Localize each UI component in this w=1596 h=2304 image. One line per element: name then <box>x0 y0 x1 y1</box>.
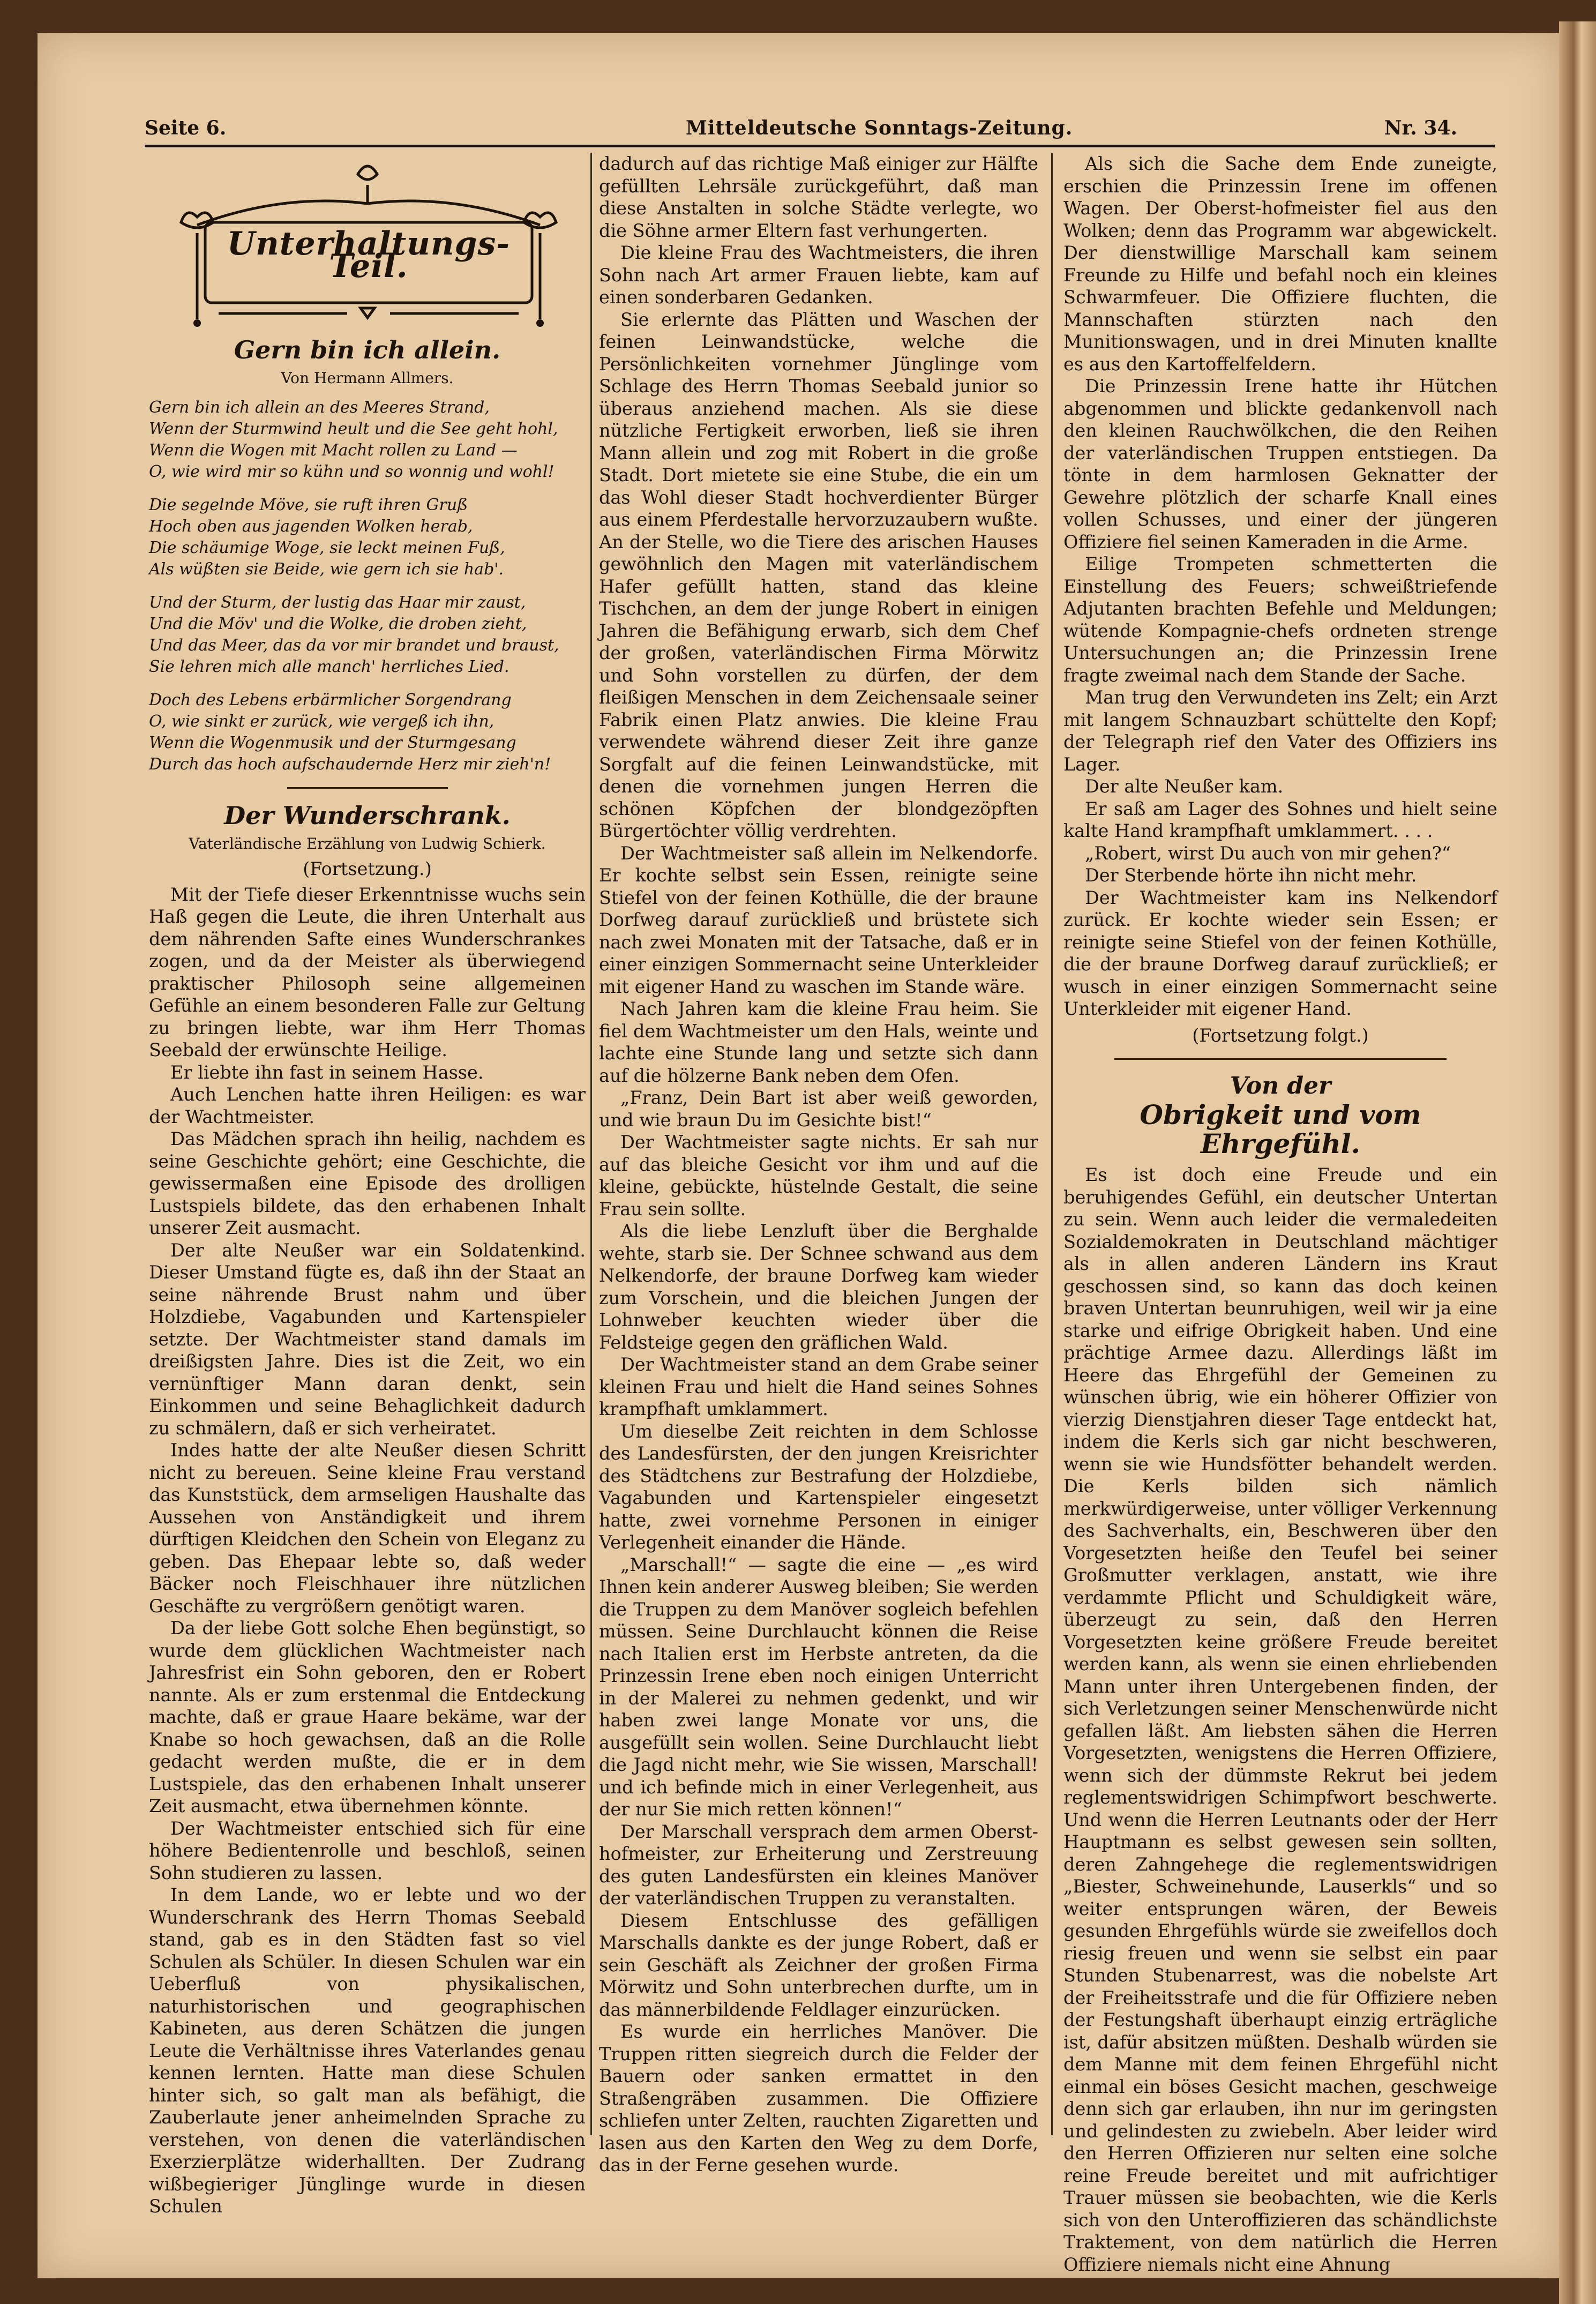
paragraph: Es wurde ein herrliches Manöver. Die Truppen ritten siegreich durch die Felder der Bauern oder sanken ermattet in den Straßengräben zusammen. Die Offiziere schliefen unter Zelten, rauchten Zigaretten und lasen aus den Karten den Weg zu dem Dorfe, das in der Ferne gesehen wurde. <box>599 2021 1038 2175</box>
poem-stanza: Und der Sturm, der lustig das Haar mir zaust, Und die Möv' und die Wolke, die droben zieht, Und das Meer, das da vor mir brandet und braust, Sie lehren mich alle manch' herrliches Lied. <box>149 593 559 676</box>
essay-title-line2: Obrigkeit und vom Ehrgefühl. <box>1140 1099 1421 1160</box>
paragraph: Diesem Entschlusse des gefälligen Marschalls dankte es der junge Robert, daß er sein Geschäft als Zeichner der großen Firma Mörwitz und Sohn unterbrechen durfte, um in das männerbildende Feldlager einzurücken. <box>599 1910 1038 2020</box>
paragraph: Sie erlernte das Plätten und Waschen der feinen Leinwandstücke, welche die Persönlichkeiten vornehmer Jünglinge vom Schlage des Herrn Thomas Seebald junior so überaus anziehend machen. Als sie diese nützliche Fertigkeit erworben, ließ sie ihren Mann allein und zog mit Robert in die große Stadt. Dort mietete sie eine Stube, die ein um das Wohl dieser Stadt hochverdienter Bürger aus einem Pferdestalle hervorzuzaubern wußte. An der Stelle, wo die Tiere des arischen Hauses gewöhnlich den Magen mit vaterländischem Hafer gefüllt hatten, stand das kleine Tischchen, an dem der junge Robert in einigen Jahren die Befähigung erwarb, sich dem Chef der großen, vaterländischen Firma Mörwitz und Sohn vorstellen zu dürfen, der dem fleißigen Menschen in dem Zeichensaale seiner Fabrik einen Platz anwies. Die kleine Frau verwendete während dieser Zeit ihre ganze Sorgfalt auf die feinen Leinwandstücke, mit denen die vornehmen jungen Herren die schönen Köpfchen der blondgezöpften Bürgertöchter völlig verdrehten. <box>599 309 1038 841</box>
paragraph: Nach Jahren kam die kleine Frau heim. Sie fiel dem Wachtmeister um den Hals, weinte und lachte eine Stunde lang und setzte sich dann auf die hölzerne Bank neben dem Ofen. <box>599 998 1038 1086</box>
paragraph: Indes hatte der alte Neußer diesen Schritt nicht zu bereuen. Seine kleine Frau verstand das Kunststück, dem armseligen Haushalte das Aussehen von Anständigkeit und ihrem dürftigen Kleidchen den Schein von Eleganz zu geben. Das Ehepaar lebte so, daß weder Bäcker noch Fleischhauer ihre nützlichen Geschäfte zu vergrößern genötigt waren. <box>149 1440 586 1617</box>
story-continuation: (Fortsetzung.) <box>303 858 432 879</box>
story-title: Der Wunderschrank. <box>224 801 511 830</box>
column-1 <box>149 153 586 2217</box>
column-divider <box>1051 153 1053 2135</box>
essay-title-line1: Von der <box>1230 1072 1331 1099</box>
poem-stanza: Doch des Lebens erbärmlicher Sorgendrang O, wie sinkt er zurück, wie vergeß ich ihn, Wenn die Wogenmusik und der Sturmgesang Durch das hoch aufschaudernde Herz mir zieh'n! <box>149 690 551 774</box>
section-banner-title: Unterhaltungs-Teil. <box>227 225 511 285</box>
paragraph: Mit der Tiefe dieser Erkenntnisse wuchs sein Haß gegen die Leute, die ihren Unterhalt aus dem nährenden Safte eines Wunderschrankes zogen, und da der Meister als überwiegend praktischer Philosoph seine allgemeinen Gefühle an einem besonderen Falle zur Geltung zu bringen liebte, war ihm Herr Thomas Seebald der erwünschte Heilige. <box>149 884 586 1060</box>
paragraph: Er saß am Lager des Sohnes und hielt seine kalte Hand krampfhaft umklammert. . . . <box>1063 798 1497 841</box>
paragraph: dadurch auf das richtige Maß einiger zur Hälfte gefüllten Lehrsäle zurückgeführt, daß man diese Anstalten in solche Städte verlegte, wo die Söhne armer Eltern fast verhungerten. <box>599 153 1038 241</box>
section-banner <box>149 153 586 330</box>
paragraph: Der Wachtmeister sagte nichts. Er sah nur auf das bleiche Gesicht vor ihm und auf die kleine, gebückte, hüstelnde Gestalt, die seine Frau sein sollte. <box>599 1132 1038 1220</box>
story-to-be-continued: (Fortsetzung folgt.) <box>1192 1024 1369 1046</box>
paragraph: Der Wachtmeister stand an dem Grabe seiner kleinen Frau und hielt die Hand seines Sohnes krampfhaft umklammert. <box>599 1354 1038 1419</box>
paragraph: Der Wachtmeister entschied sich für eine höhere Bedientenrolle und beschloß, seinen Sohn studieren zu lassen. <box>149 1817 586 1883</box>
story-subtitle: Vaterländische Erzählung von Ludwig Schierk. <box>189 834 546 852</box>
story-text-col1 <box>149 884 586 2218</box>
paragraph: „Franz, Dein Bart ist aber weiß geworden, und wie braun Du im Gesichte bist!“ <box>599 1087 1038 1131</box>
paragraph: Der Sterbende hörte ihn nicht mehr. <box>1085 865 1417 886</box>
poem-stanza: Gern bin ich allein an des Meeres Strand, Wenn der Sturmwind heult und die See geht hohl, Wenn die Wogen mit Macht rollen zu Land — O, wie wird mir so kühn und so wonnig und wohl! <box>149 398 558 481</box>
issue-number: Nr. 34. <box>1384 117 1457 139</box>
paragraph: Er liebte ihn fast in seinem Hasse. <box>170 1061 484 1083</box>
paragraph: Man trug den Verwundeten ins Zelt; ein Arzt mit langem Schnauzbart schüttelte den Kopf; der Telegraph rief den Vater des Offiziers ins Lager. <box>1063 687 1497 775</box>
paragraph: Der Wachtmeister kam ins Nelkendorf zurück. Er kochte wieder sein Essen; er reinigte seine Stiefel von der feinen Kothülle, die der braune Dorfweg darauf zurückließ; er wusch in einer einzigen Sommernacht seine Unterkleider mit eigener Hand. <box>1063 887 1497 1019</box>
paragraph: Die Prinzessin Irene hatte ihr Hütchen abgenommen und blickte gedankenvoll nach den kleinen Rauchwölkchen, die den Reihen der vaterländischen Truppen entstiegen. Da tönte in dem harmlosen Geknatter der Gewehre plötzlich der scharfe Knall eines vollen Schusses, und einer der jüngeren Offiziere fiel seinen Kameraden in die Arme. <box>1063 376 1497 552</box>
paragraph: Als die liebe Lenzluft über die Berghalde wehte, starb sie. Der Schnee schwand aus dem Nelkendorfe, der braune Dorfweg kam wieder zum Vorschein, und die bleichen Jungen der Lohnweber keuchten wieder über die Feldsteige gegen den gräflichen Wald. <box>599 1221 1038 1353</box>
paragraph: Um dieselbe Zeit reichten in dem Schlosse des Landesfürsten, der den jungen Kreisrichter des Städtchens zur Bestrafung der Holzdiebe, Vagabunden und Kartenspieler eingesetzt hatte, zwei vornehme Personen in einiger Verlegenheit einander die Hände. <box>599 1420 1038 1553</box>
column-2 <box>599 153 1038 2175</box>
next-page-edge <box>1559 21 1596 2304</box>
poem-stanza: Die segelnde Möve, sie ruft ihren Gruß Hoch oben aus jagenden Wolken herab, Die schäumige Woge, sie leckt meinen Fuß, Als wüßten sie Beide, wie gern ich sie hab'. <box>149 495 505 579</box>
paragraph: Als sich die Sache dem Ende zuneigte, erschien die Prinzessin Irene im offenen Wagen. Der Oberst-hofmeister fiel aus den Wolken; denn das Programm war abgewickelt. Der dienstwillige Marschall kam seinem Freunde zu Hilfe und befahl noch ein kleines Schwarmfeuer. Die Offiziere fluchten, die Mannschaften stürzten nach den Munitionswagen, und in drei Minuten knallte es aus den Kartoffelfeldern. <box>1063 153 1497 375</box>
paragraph: „Marschall!“ — sagte die eine — „es wird Ihnen kein anderer Ausweg bleiben; Sie werden die Truppen zu dem Manöver sogleich befehlen müssen. Seine Durchlaucht können die Reise nach Italien erst im Herbste antreten, da die Prinzessin Irene eben noch einigen Unterricht in der Malerei zu nehmen gedenkt, und wir haben zwei lange Monate vor uns, die ausgefüllt sein wollen. Seine Durchlaucht liebt die Jagd nicht mehr, wie Sie wissen, Marschall! und ich befinde mich in einer Verlegenheit, aus der nur Sie mich retten können!“ <box>599 1554 1038 1820</box>
paragraph: Der Marschall versprach dem armen Oberst-hofmeister, zur Erheiterung und Zerstreuung des guten Landesfürsten ein kleines Manöver der vaterländischen Truppen zu veranstalten. <box>599 1821 1038 1909</box>
paragraph: Der Wachtmeister saß allein im Nelkendorfe. Er kochte selbst sein Essen, reinigte seine Stiefel von der feinen Kothülle, die der braune Dorfweg darauf zurückließ und brüstete sich nach zwei Monaten mit der Tatsache, daß er in einer einzigen Sommernacht seine Unterkleider mit eigener Hand zu waschen im Stande wäre. <box>599 842 1038 997</box>
page-header <box>107 117 1479 144</box>
header-rule <box>145 145 1495 147</box>
paragraph: Eilige Trompeten schmetterten die Einstellung des Feuers; schweißtriefende Adjutanten brachten Befehle und Meldungen; wütende Kompagnie-chefs ordneten strenge Untersuchungen an; die Prinzessin Irene fragte zweimal nach dem Stande der Sache. <box>1063 553 1497 686</box>
poem-title: Gern bin ich allein. <box>234 335 501 364</box>
paragraph: Es ist doch eine Freude und ein beruhigendes Gefühl, ein deutscher Untertan zu sein. Wenn auch leider die vermaledeiten Sozialdemokraten in Deutschland mächtiger als in allen anderen Ländern ins Kraut geschossen sind, so kann das doch keinen braven Untertan beunruhigen, weil wir ja eine starke und eifrige Obrigkeit haben. Und eine prächtige Armee dazu. Allerdings läßt im Heere das Ehrgefühl der Gemeinen zu wünschen übrig, wie ein höherer Offizier von vierzig Dienstjahren dieser Tage entdeckt hat, indem die Kerls sich gar nicht beschweren, wenn sie wie Hundsfötter behandelt werden. Die Kerls bilden sich nämlich merkwürdigerweise, unter völliger Verkennung des Sachverhalts, ein, Beschweren über den Vorgesetzten heiße den Teufel bei seiner Großmutter verklagen, anstatt, wie ihre verdammte Pflicht und Schuldigkeit wäre, überzeugt zu sein, daß den Herren Vorgesetzten keine größere Freude bereitet werden kann, als wenn sie einen ehrliebenden Mann unter ihren Untergebenen finden, der sich Verletzungen seiner Menschenwürde nicht gefallen läßt. Am liebsten sähen die Herren Vorgesetzten, wenigstens die Herren Offiziere, wenn sich der dümmste Rekrut bei jedem reglementswidrigen Schimpfwort beschwerte. Und wenn die Herren Leutnants oder der Herr Hauptmann es selbst gewesen sein sollten, deren Zahngehege die reglementswidrigen „Biester, Schweinehunde, Lauserkls“ und so weiter entsprungen wären, der Beweis gesunden Ehrgefühls würde sie zweifellos doch riesig freuen und wenn sie selbst ein paar Stunden Stubenarrest, was die nobelste Art der Freiheitsstrafe und die für Offiziere neben der Festungshaft überhaupt einzig erträgliche ist, dafür absitzen müßten. Deshalb würden sie dem Manne mit dem feinen Ehrgefühl nicht einmal ein böses Gesicht machen, geschweige denn sich gar erlauben, ihn nur im geringsten und gelindesten zu zwiebeln. Aber leider wird den Herren Offizieren nur selten eine solche reine Freude bereitet und mit aufrichtiger Trauer müssen sie beobachten, wie die Kerls sich von den Unteroffizieren das schändlichste Traktement, von dem natürlich die Herren Offiziere niemals nicht eine Ahnung <box>1063 1164 1497 2275</box>
paragraph: Der alte Neußer kam. <box>1085 776 1284 797</box>
page-number: Seite 6. <box>145 117 227 139</box>
newspaper-title: Mitteldeutsche Sonntags-Zeitung. <box>686 117 1073 139</box>
column-3 <box>1063 153 1497 2275</box>
separator-rule <box>1114 1058 1447 1060</box>
paragraph: „Robert, wirst Du auch von mir gehen?“ <box>1085 842 1451 864</box>
poem-author: Von Hermann Allmers. <box>281 369 454 387</box>
paragraph: Die kleine Frau des Wachtmeisters, die ihren Sohn nach Art armer Frauen liebte, kam auf einen sonderbaren Gedanken. <box>599 242 1038 308</box>
column-divider <box>590 153 592 2135</box>
paragraph: Da der liebe Gott solche Ehen begünstigt, so wurde dem glücklichen Wachtmeister nach Jahresfrist ein Sohn geboren, den er Robert nannte. Als er zum erstenmal die Entdeckung machte, daß er graue Haare bekäme, war der Knabe so hoch gewachsen, daß an die Rolle gedacht werden mußte, die er in dem Lustspiele, das den erhabenen Inhalt unserer Zeit ausmacht, etwa übernehmen könnte. <box>149 1618 586 1816</box>
separator-rule <box>287 787 448 789</box>
paragraph: In dem Lande, wo er lebte und wo der Wunderschrank des Herrn Thomas Seebald stand, gab es in den Städten fast so viel Schulen als Schüler. In diesen Schulen war ein Ueberfluß von physikalischen, naturhistorischen und geographischen Kabineten, aus deren Schätzen die jungen Leute die Verhältnisse ihres Vaterlandes genau kennen lernten. Hatte man diese Schulen hinter sich, so galt man als befähigt, die Zauberlaute jener anheimelnden Sprache zu verstehen, von denen die vaterländischen Exerzierplätze widerhallten. Der Zudrang wißbegieriger Jünglinge wurde in diesen Schulen <box>149 1884 586 2217</box>
poem-body <box>149 397 586 775</box>
paragraph: Auch Lenchen hatte ihren Heiligen: es war der Wachtmeister. <box>149 1084 586 1127</box>
paragraph: Das Mädchen sprach ihn heilig, nachdem es seine Geschichte gehört; eine Geschichte, die gewissermaßen eine Episode des drolligen Lustspiels bildete, das den erhabenen Inhalt unserer Zeit ausmacht. <box>149 1128 586 1238</box>
paragraph: Der alte Neußer war ein Soldatenkind. Dieser Umstand fügte es, daß ihn der Staat an seine nährende Brust nahm und über Holzdiebe, Vagabunden und Kartenspieler setzte. Der Wachtmeister stand damals im dreißigsten Jahre. Dies ist die Zeit, wo ein vernünftiger Mann daran denkt, sein Einkommen und seine Behaglichkeit dadurch zu schmälern, daß er sich verheiratet. <box>149 1239 586 1439</box>
